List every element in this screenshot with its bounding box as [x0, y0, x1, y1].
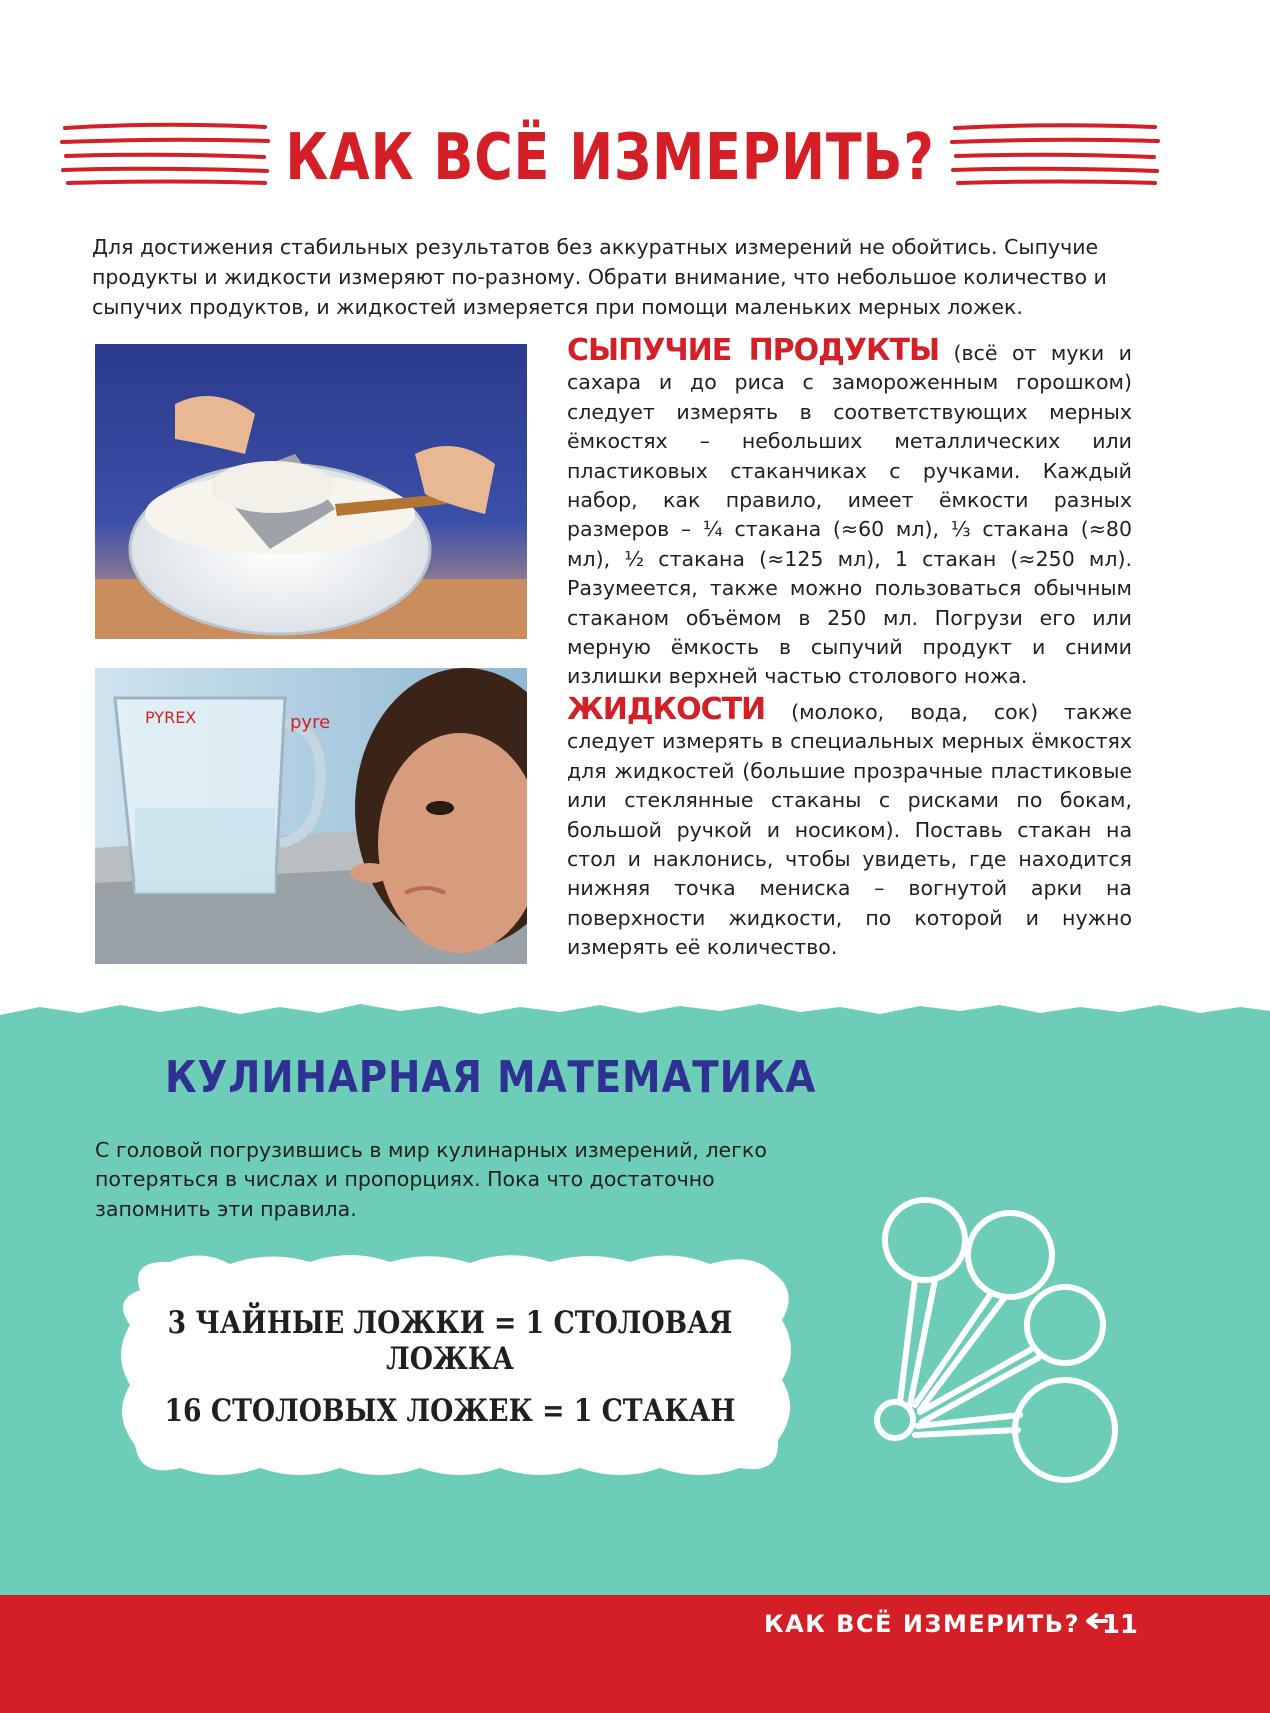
culinary-math-intro: С головой погрузившись в мир кулинарных измерений, легко потеряться в числах и пропорциях. Пока что достаточно запомнить эти правила. [95, 1138, 767, 1221]
culinary-math-title: КУЛИНАРНАЯ МАТЕМАТИКА [165, 1052, 817, 1103]
measuring-spoons-icon [860, 1190, 1130, 1490]
rule-tablespoons: 16 СТОЛОВЫХ ЛОЖЕК = 1 СТАКАН [164, 1393, 736, 1429]
page-header [60, 110, 1160, 210]
liquids-text: (молоко, вода, сок) также следует измерять в специальных мерных ёмкостях для жидкостей (большие прозрачные пластиковые или стеклянные стаканы с рисками по бокам, большой ручкой и носиком). Поставь стакан на стол и наклонись, чтобы увидеть, где находится нижняя точка мениска – вогнутой арки на поверхности жидкости, по которой и нужно измерять её количество. [567, 700, 1132, 960]
svg-text:PYREX: PYREX [145, 708, 197, 727]
dry-ingredients-paragraph [567, 333, 1132, 692]
liquids-heading: ЖИДКОСТИ [567, 692, 766, 727]
page-title: КАК ВСЁ ИЗМЕРИТЬ? [285, 121, 935, 195]
flour-measuring-photo [95, 344, 527, 639]
dry-ingredients-heading: СЫПУЧИЕ ПРОДУКТЫ [567, 333, 940, 368]
footer-section-label: КАК ВСЁ ИЗМЕРИТЬ? [764, 1610, 1080, 1638]
intro-paragraph: Для достижения стабильных результатов без аккуратных измерений не обойтись. Сыпучие продукты и жидкости измеряют по-разному. Обрати внимание, что небольшое количество и сыпучих продуктов, и жидкостей измеряется при помощи маленьких мерных ложек. [92, 235, 1107, 319]
svg-text:pyre: pyre [290, 712, 331, 733]
rule-teaspoons: 3 ЧАЙНЫЕ ЛОЖКИ = 1 СТОЛОВАЯ ЛОЖКА [167, 1305, 733, 1377]
liquid-measuring-photo [95, 668, 527, 964]
page-number: 11 [1101, 1610, 1138, 1640]
dry-ingredients-text: (всё от муки и сахара и до риса с замороженным горошком) следует измерять в соответствующих мерных ёмкостях – небольших металлических или пластиковых стаканчиках с ручками. Каждый набор, как правило, имеет ёмкости разных размеров – ¼ стакана (≈60 мл), ⅓ стакана (≈80 мл), ½ стакана (≈125 мл), 1 стакан (≈250 мл). Разумеется, также можно пользоваться обычным стаканом объёмом в 250 мл. Погрузи его или мерную ёмкость в сыпучий продукт и сними излишки верхней частью столового ножа. [567, 341, 1132, 689]
liquids-paragraph [567, 692, 1132, 963]
